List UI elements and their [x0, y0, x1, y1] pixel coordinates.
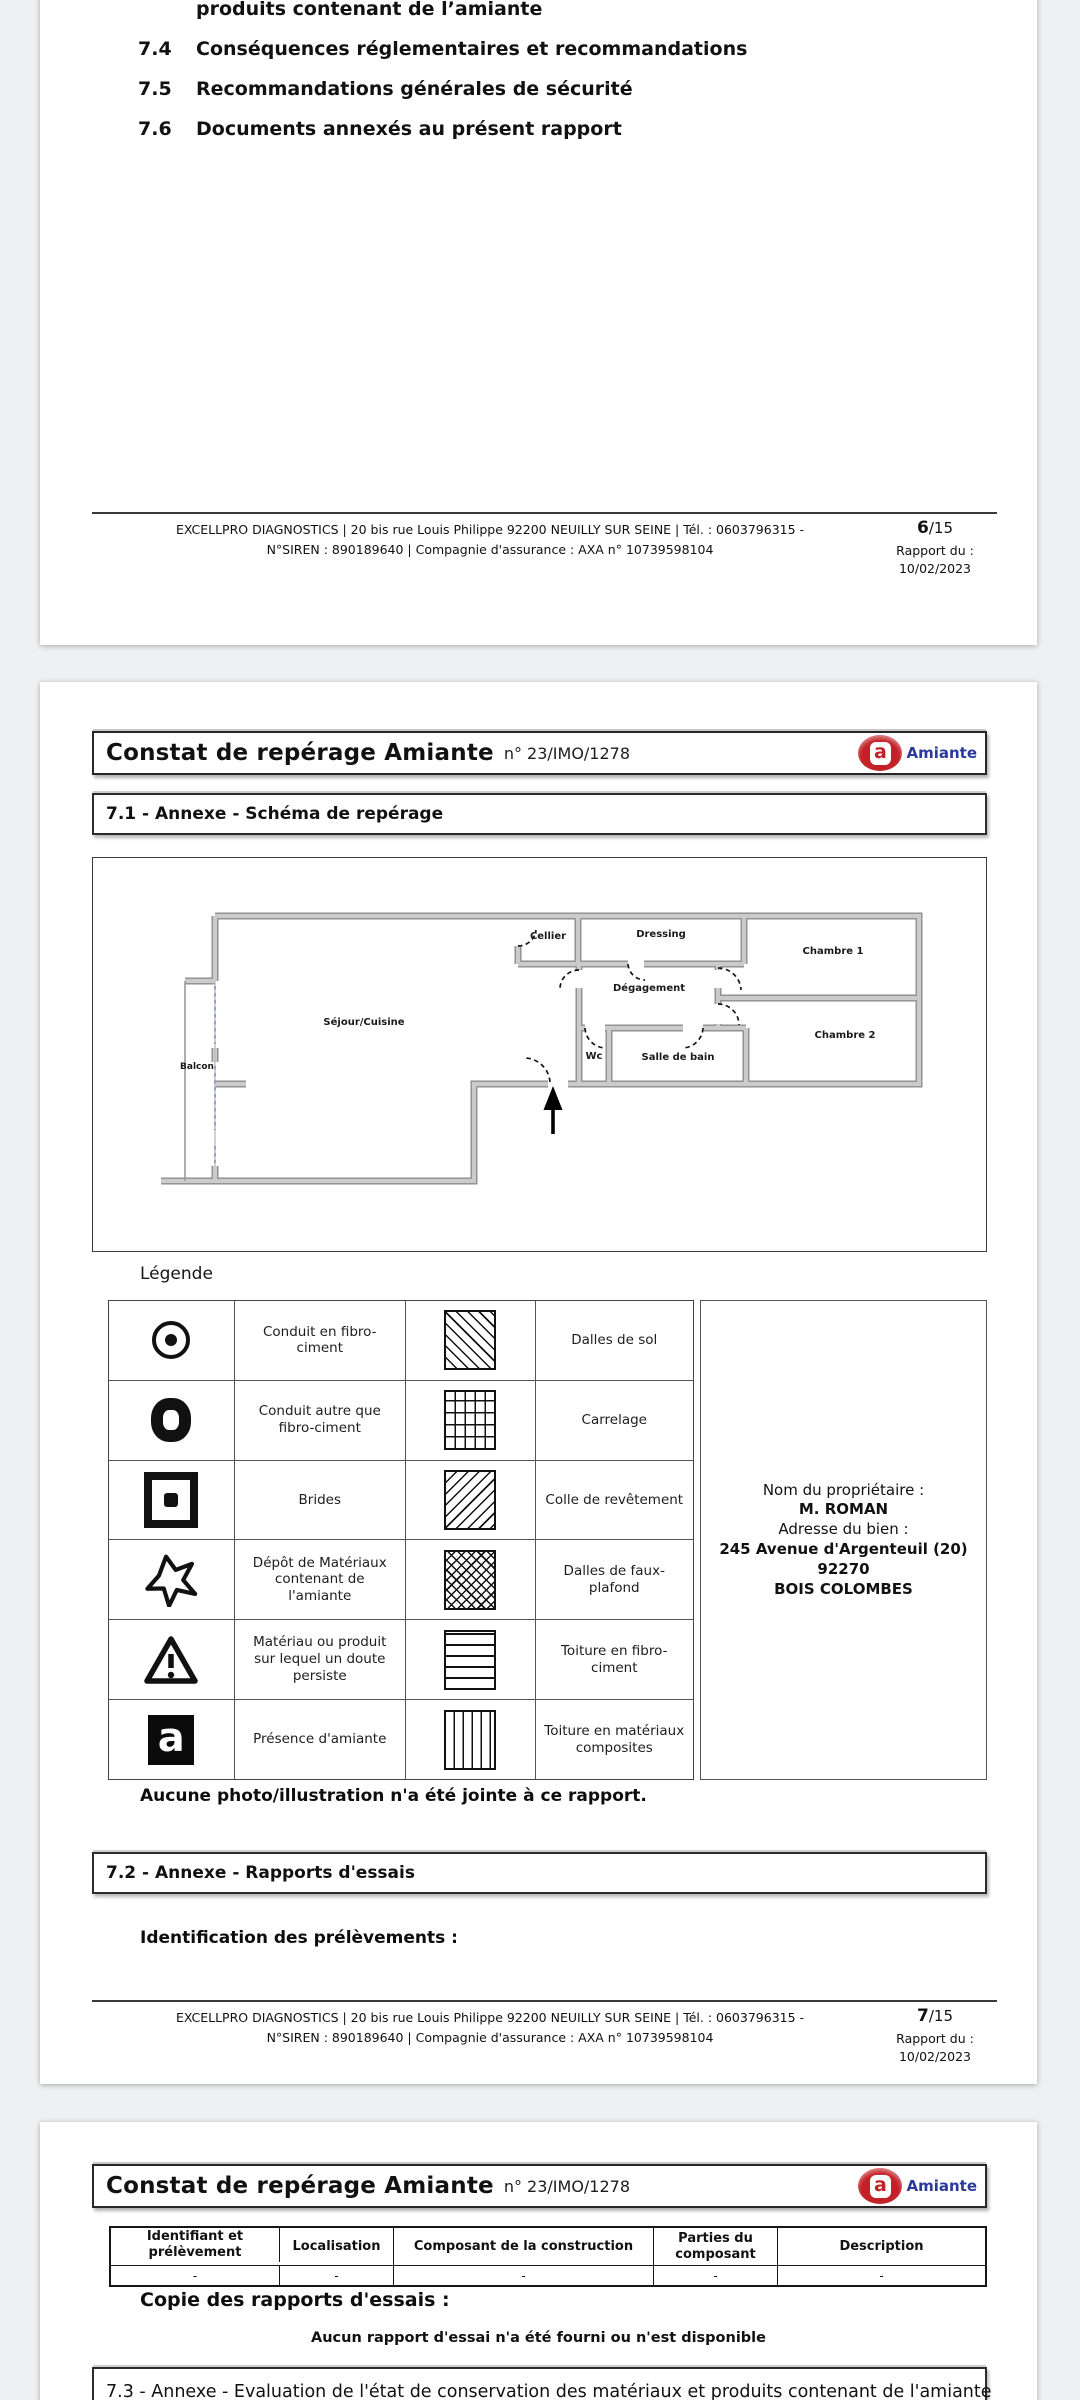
property-address-city: BOIS COLOMBES: [774, 1579, 913, 1598]
legend-title: Légende: [140, 1264, 213, 1284]
conduit-fibro-ciment-icon: [152, 1321, 190, 1359]
amiante-logo-label: Amiante: [906, 744, 977, 762]
samples-table: [109, 2226, 987, 2287]
toc-item-76-number: 7.6: [138, 118, 172, 140]
presence-amiante-icon: a: [148, 1715, 194, 1765]
copy-reports-heading: Copie des rapports d'essais :: [140, 2289, 450, 2311]
footer-line-1: EXCELLPRO DIAGNOSTICS | 20 bis rue Louis Philippe 92200 NEUILLY SUR SEINE | Tél. : 0603796315 -: [175, 2010, 805, 2025]
horizontal-lines-swatch: [444, 1630, 496, 1690]
table-cell: -: [654, 2266, 778, 2285]
section-7-1-header: [92, 793, 987, 835]
legend-label: Matériau ou produit sur lequel un doute persiste: [235, 1620, 406, 1699]
conduit-autre-icon: [151, 1398, 191, 1442]
room-label-chambre2: Chambre 2: [814, 1030, 876, 1041]
column-header: Parties du composant: [654, 2228, 778, 2265]
report-header-banner: [92, 731, 987, 775]
footer-company-info: [100, 2008, 880, 2048]
legend-label: Brides: [235, 1461, 406, 1540]
report-title: Constat de repérage Amiante: [106, 740, 494, 766]
report-date-label: Rapport du :: [896, 542, 974, 558]
footer-divider: [92, 2000, 997, 2002]
vertical-lines-swatch: [444, 1710, 496, 1770]
floor-plan-drawing: [93, 858, 988, 1253]
amiante-logo: [858, 735, 977, 771]
footer-divider: [92, 512, 997, 514]
room-label-sejour: Séjour/Cuisine: [323, 1017, 405, 1028]
amiante-logo-label: Amiante: [906, 2177, 977, 2195]
legend-row: [109, 1700, 693, 1779]
report-number: n° 23/IMO/1278: [503, 743, 631, 763]
section-7-3-header: [92, 2367, 992, 2400]
page-6: [40, 0, 1037, 645]
legend-row: [109, 1381, 693, 1461]
amiante-logo-icon: a: [858, 2168, 902, 2204]
table-cell: -: [394, 2266, 654, 2285]
property-address-zip: 92270: [817, 1559, 870, 1578]
room-label-chambre1: Chambre 1: [802, 946, 864, 957]
back-diagonal-hatch-swatch: [444, 1470, 496, 1530]
toc-item-76-label: Documents annexés au présent rapport: [196, 118, 622, 140]
legend-pattern-label: Toiture en fibro-ciment: [560, 1642, 668, 1676]
brides-icon: [144, 1472, 198, 1528]
samples-table-header-row: [111, 2228, 985, 2266]
owner-name: M. ROMAN: [798, 1500, 889, 1519]
entrance-arrow-head: [544, 1086, 563, 1110]
amiante-logo: [858, 2168, 977, 2204]
page-8: [40, 2122, 1037, 2400]
column-header: Composant de la construction: [394, 2228, 654, 2265]
toc-item-74-number: 7.4: [138, 38, 172, 60]
legend-row: [109, 1461, 693, 1541]
depot-materiaux-icon: [144, 1553, 198, 1607]
identification-heading: Identification des prélèvements :: [140, 1928, 458, 1948]
floor-plan-box: [92, 857, 987, 1252]
owner-name-label: Nom du propriétaire :: [762, 1480, 925, 1499]
owner-info-box: [700, 1300, 987, 1780]
legend-table: [108, 1300, 694, 1780]
room-label-balcon: Balcon: [180, 1062, 214, 1072]
report-date: 10/02/2023: [898, 561, 972, 577]
samples-table-row: [111, 2266, 985, 2285]
grid-swatch: [444, 1390, 496, 1450]
toc-item-75-label: Recommandations générales de sécurité: [196, 78, 633, 100]
footer-line-1: EXCELLPRO DIAGNOSTICS | 20 bis rue Louis Philippe 92200 NEUILLY SUR SEINE | Tél. : 0603796315 -: [175, 522, 805, 537]
section-7-1-label: 7.1 - Annexe - Schéma de repérage: [106, 804, 444, 824]
property-address-street: 245 Avenue d'Argenteuil (20): [719, 1540, 968, 1558]
no-report-note: Aucun rapport d'essai n'a été fourni ou n'est disponible: [310, 2330, 766, 2346]
column-header: Description: [839, 2238, 924, 2254]
room-label-salle-de-bain: Salle de bain: [641, 1052, 715, 1063]
section-7-3-label: 7.3 - Annexe - Evaluation de l'état de conservation des matériaux et produits contenant de l'amiante: [106, 2382, 992, 2400]
diagonal-hatch-swatch: [444, 1310, 496, 1370]
legend-row: [109, 1620, 693, 1700]
legend-pattern-label: Dalles de faux-plafond: [563, 1563, 665, 1596]
room-label-cellier: Cellier: [529, 931, 567, 942]
column-header: Localisation: [280, 2228, 394, 2265]
legend-pattern-label: Toiture en matériaux composites: [544, 1722, 685, 1756]
legend-label: Présence d'amiante: [235, 1700, 406, 1779]
legend-label: Conduit en fibro-ciment: [235, 1301, 406, 1380]
legend-row: [109, 1540, 693, 1620]
room-label-degagement: Dégagement: [612, 983, 686, 994]
legend-label: Dépôt de Matériaux contenant de l'amiante: [235, 1540, 406, 1619]
report-number: n° 23/IMO/1278: [503, 2176, 631, 2196]
footer-page-block: [860, 2004, 1010, 2067]
room-label-dressing: Dressing: [636, 929, 686, 940]
legend-pattern-label: Dalles de sol: [571, 1331, 658, 1348]
legend-pattern-label: Carrelage: [581, 1411, 647, 1428]
column-header: Identifiant et prélèvement: [111, 2228, 280, 2262]
page-7: [40, 682, 1037, 2084]
report-header-banner: [92, 2164, 987, 2208]
report-title: Constat de repérage Amiante: [106, 2173, 494, 2199]
amiante-logo-icon: a: [858, 735, 902, 771]
footer-page-block: [860, 516, 1010, 579]
footer-company-info: [100, 520, 880, 560]
table-cell: -: [879, 2268, 884, 2283]
no-photo-note: Aucune photo/illustration n'a été jointe à ce rapport.: [140, 1786, 647, 1806]
cross-diagonal-hatch-swatch: [444, 1550, 496, 1610]
section-7-2-header: [92, 1852, 987, 1894]
page-number: 7/15: [917, 2006, 953, 2026]
footer-line-2: N°SIREN : 890189640 | Compagnie d'assurance : AXA n° 10739598104: [266, 2030, 714, 2045]
doute-warning-icon: [143, 1634, 199, 1686]
toc-item-75-number: 7.5: [138, 78, 172, 100]
room-label-wc: Wc: [585, 1051, 603, 1062]
toc-overflow-line: produits contenant de l’amiante: [196, 0, 543, 20]
legend-row: [109, 1301, 693, 1381]
report-date-label: Rapport du :: [896, 2030, 974, 2046]
toc-item-74-label: Conséquences réglementaires et recommandations: [196, 38, 748, 60]
page-number: 6/15: [917, 518, 953, 538]
table-cell: -: [111, 2266, 280, 2285]
section-7-2-label: 7.2 - Annexe - Rapports d'essais: [106, 1863, 415, 1883]
legend-label: Conduit autre que fibro-ciment: [235, 1381, 406, 1460]
legend-pattern-label: Colle de revêtement: [545, 1491, 684, 1508]
footer-line-2: N°SIREN : 890189640 | Compagnie d'assurance : AXA n° 10739598104: [266, 542, 714, 557]
report-date: 10/02/2023: [898, 2049, 972, 2065]
property-address-label: Adresse du bien :: [778, 1520, 909, 1539]
table-cell: -: [280, 2266, 394, 2285]
